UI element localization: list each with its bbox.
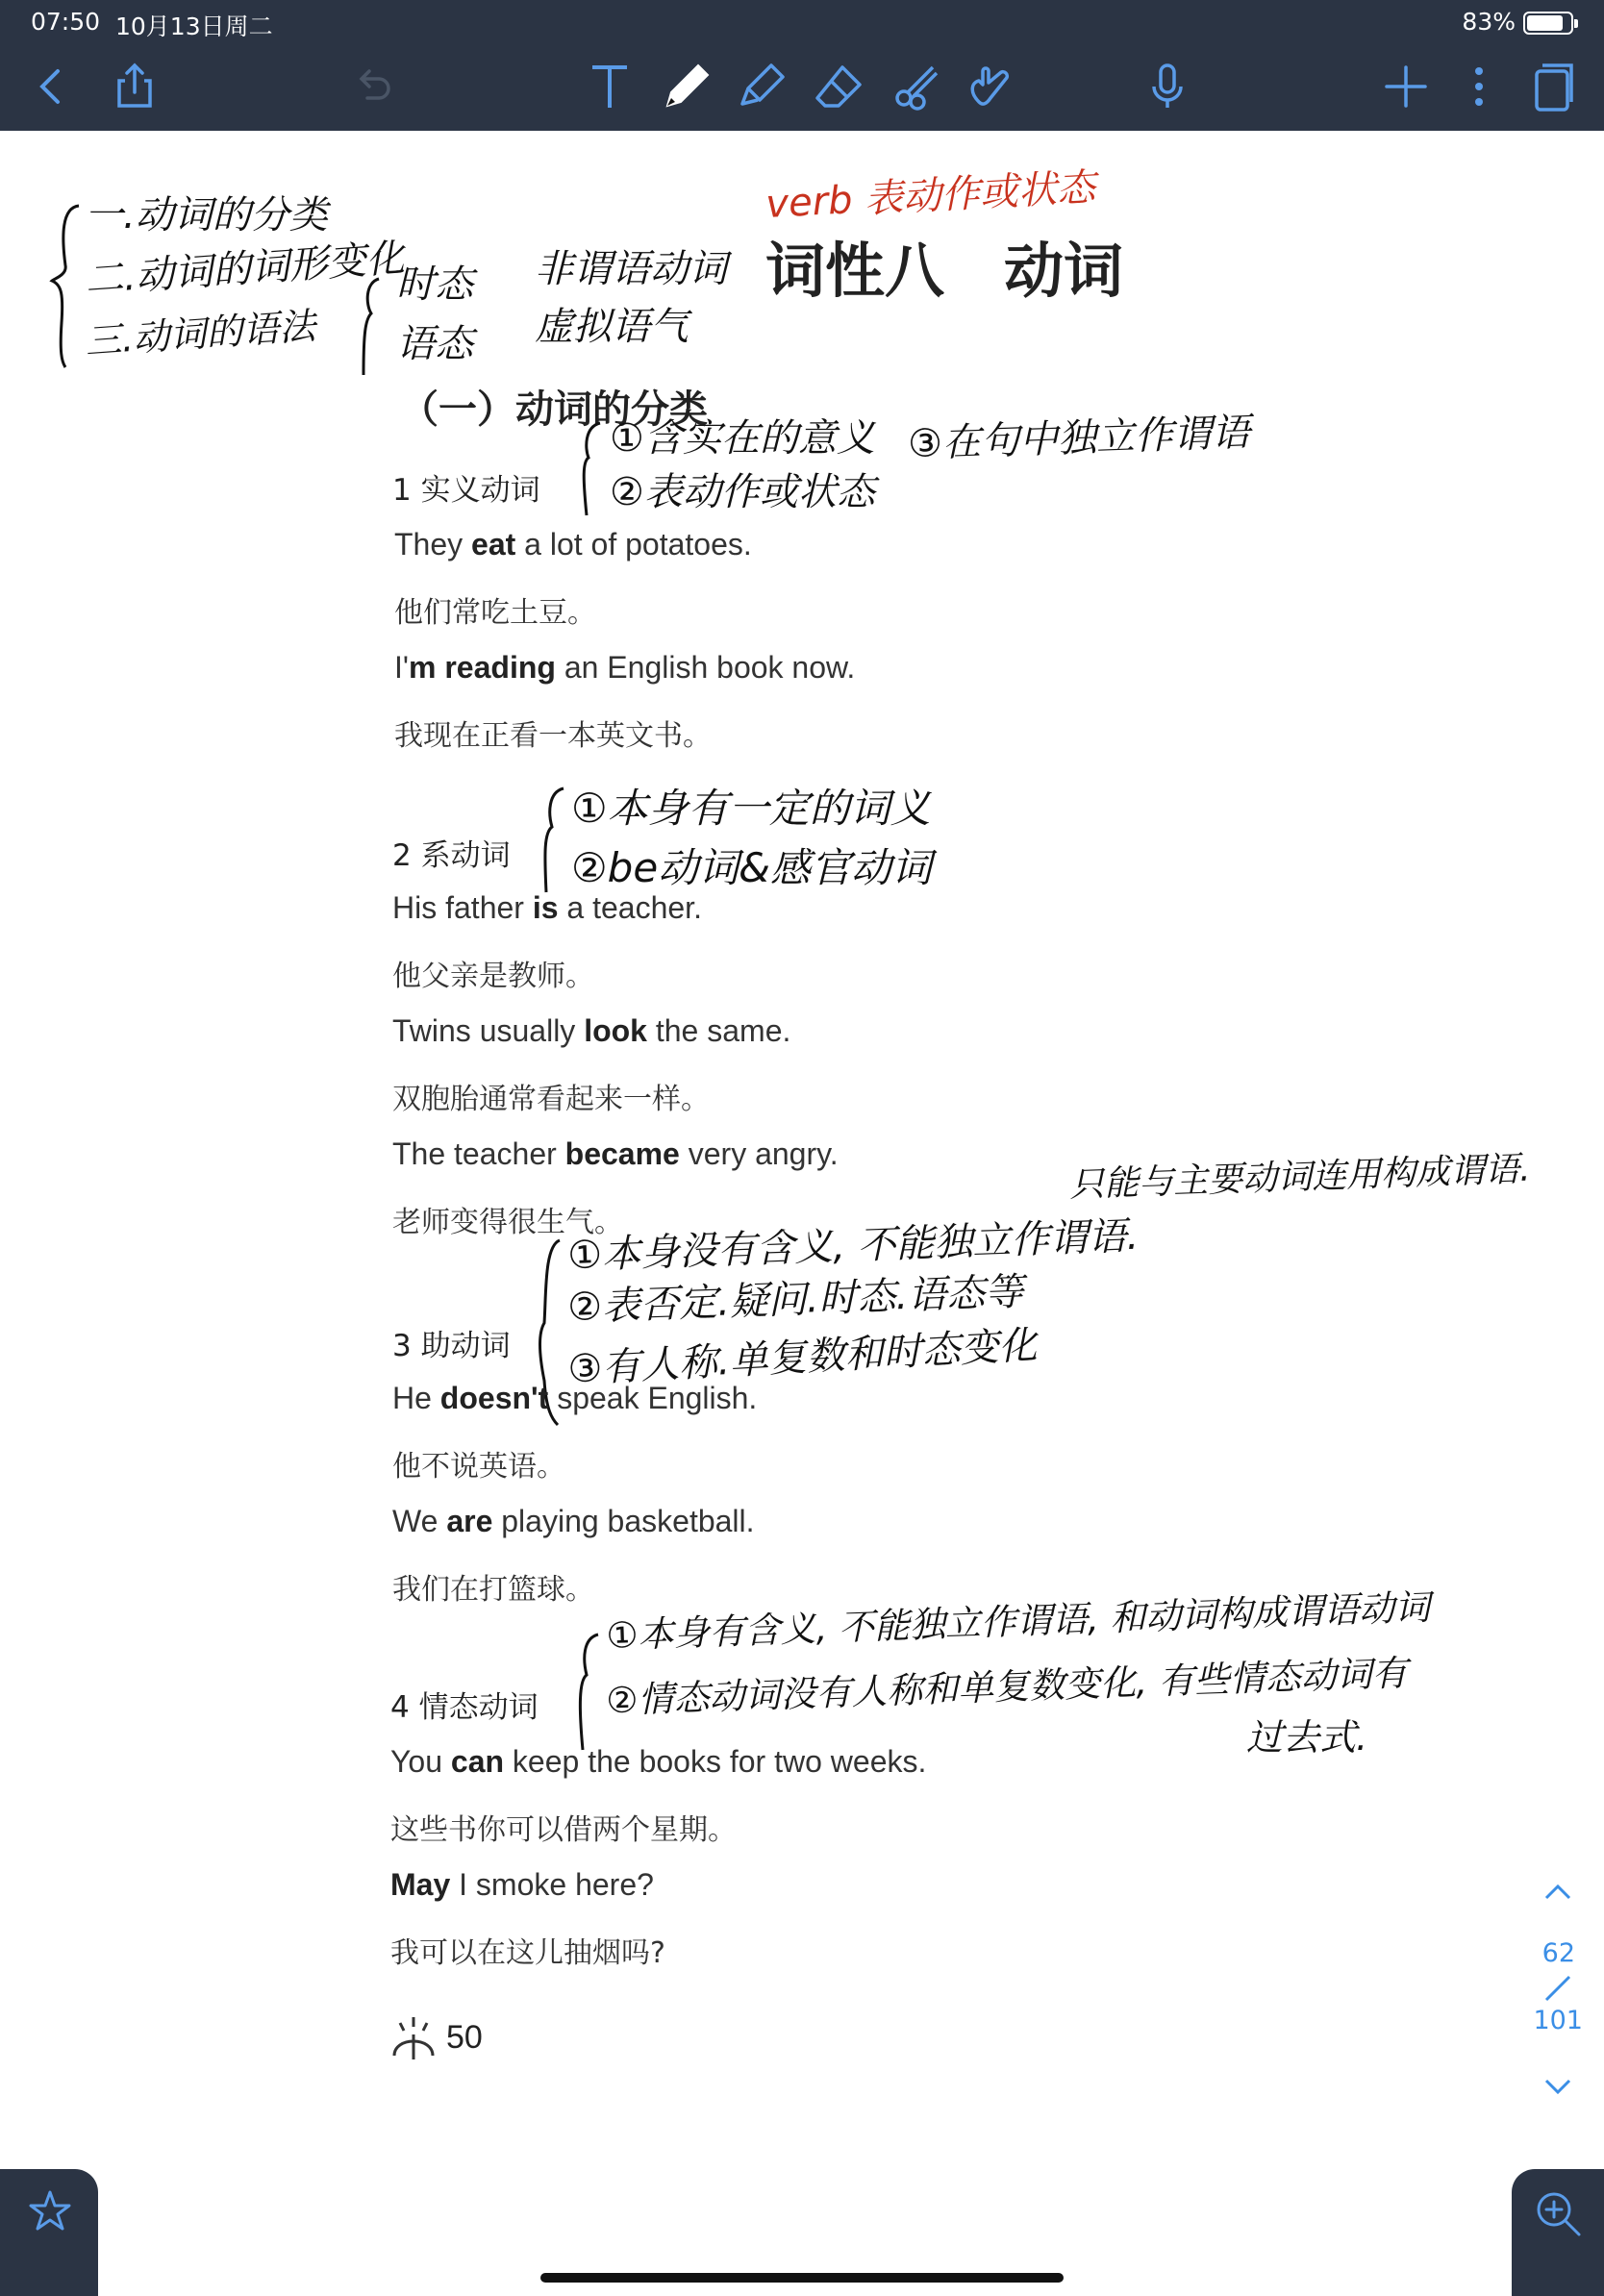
zoom-button[interactable] [1512,2169,1604,2296]
brace-mark-6 [573,1631,602,1756]
current-page: 62 [1541,1938,1575,1968]
page-down-icon[interactable] [1542,2075,1573,2098]
star-icon [27,2188,73,2234]
highlighter-icon [735,60,789,113]
share-icon [108,60,162,113]
undo-icon [346,60,400,113]
note4-line2: ②情态动词没有人称和单复数变化, 有些情态动词有 [605,1652,1409,1722]
add-button[interactable] [1373,54,1439,119]
pages-button[interactable] [1519,54,1585,119]
item-label-2: 2 系动词 [392,838,511,873]
share-button[interactable] [102,54,167,119]
example-3-zh: 他父亲是教师。 [392,960,594,993]
section-heading: （一）动词的分类 [400,387,708,432]
battery-icon [1523,12,1573,35]
document-page[interactable] [0,131,1604,2296]
top-toolbar [0,0,1604,131]
note3-line0: 只能与主要动词连用构成谓语. [1068,1149,1532,1206]
more-button[interactable] [1446,54,1512,119]
gesture-icon [962,60,1015,113]
battery-percent: 83% [1462,8,1516,36]
favorite-button[interactable] [0,2169,98,2296]
example-4-zh: 双胞胎通常看起来一样。 [392,1083,710,1116]
brace-mark [48,198,87,371]
text-tool-icon [583,60,637,113]
verb-note: verb 表动作或状态 [764,165,1096,227]
non-finite-verbs: 非谓语动词 [535,247,727,291]
note3-line2: ②表否定.疑问.时态.语态等 [566,1269,1024,1331]
item-label-4: 4 情态动词 [390,1690,539,1725]
note2-line2: ②be动词&感官动词 [571,844,932,891]
example-9-en: May I smoke here? [390,1867,654,1902]
eraser-icon [812,60,865,113]
page-title: 词性八 动词 [765,236,1124,306]
brace-mark-2 [358,275,387,381]
example-1-en: They eat a lot of potatoes. [394,527,752,562]
page-divider [1542,1973,1573,2004]
example-6-zh: 他不说英语。 [392,1450,565,1484]
note3-line3: ③有人称.单复数和时态变化 [566,1323,1039,1392]
example-1-zh: 他们常吃土豆。 [394,596,596,630]
pen-tool-button[interactable] [654,54,719,119]
example-8-zh: 这些书你可以借两个星期。 [390,1813,737,1847]
brace-mark-3 [577,419,606,525]
example-2-zh: 我现在正看一本英文书。 [394,719,712,753]
subjunctive-mood: 虚拟语气 [535,305,689,349]
example-9-zh: 我可以在这儿抽烟吗? [390,1936,665,1970]
example-2-en: I'm reading an English book now. [394,650,856,685]
item-label-1: 1 实义动词 [392,473,540,508]
note3-line1: ①本身没有含义, 不能独立作谓语. [566,1213,1140,1279]
pen-icon [660,60,714,113]
example-7-en: We are playing basketball. [392,1504,755,1538]
example-3-en: His father is a teacher. [392,890,702,925]
page-footer-number: 50 [446,2019,483,2056]
add-icon [1379,60,1433,113]
undo-button[interactable] [340,54,406,119]
highlighter-tool-button[interactable] [729,54,794,119]
total-pages: 101 [1533,2006,1583,2035]
status-date: 10月13日周二 [115,12,273,40]
note1-line1: ①含实在的意义 [610,416,875,461]
brace-mark-4 [539,785,567,900]
example-5-en: The teacher became very angry. [392,1136,839,1171]
example-5-zh: 老师变得很生气。 [392,1206,623,1239]
example-8-en: You can keep the books for two weeks. [390,1744,927,1779]
example-7-zh: 我们在打篮球。 [392,1573,594,1607]
example-4-en: Twins usually look the same. [392,1013,791,1048]
back-icon [25,60,79,113]
gesture-tool-button[interactable] [956,54,1021,119]
zoom-in-icon [1533,2188,1583,2238]
note1-line2: ②表动作或状态 [610,470,875,514]
page-up-icon[interactable] [1542,1879,1573,1902]
note2-line1: ①本身有一定的词义 [571,785,931,832]
back-button[interactable] [19,54,85,119]
lasso-icon [889,60,942,113]
outline-item-2: 二.动词的词形变化 [84,236,407,303]
outline-item-1: 一.动词的分类 [85,193,328,237]
footer-logo-icon [388,2011,439,2061]
home-indicator[interactable] [540,2273,1064,2283]
outline-item-3: 三.动词的语法 [84,304,317,363]
item-label-3: 3 助动词 [392,1329,511,1363]
grammar-voice: 语态 [396,322,473,366]
status-time: 07:50 [31,8,101,36]
note4-line1: ①本身有含义, 不能独立作谓语, 和动词构成谓语动词 [605,1586,1431,1657]
pages-icon [1525,60,1579,113]
eraser-tool-button[interactable] [806,54,871,119]
grammar-tense: 时态 [396,262,473,307]
more-icon [1452,60,1506,113]
note1-line3: ③在句中独立作谓语 [907,410,1251,467]
lasso-tool-button[interactable] [883,54,948,119]
text-tool-button[interactable] [577,54,642,119]
microphone-button[interactable] [1135,54,1200,119]
example-6-en: He doesn't speak English. [392,1381,758,1415]
note4-line3: 过去式. [1246,1716,1368,1759]
microphone-icon [1140,60,1194,113]
